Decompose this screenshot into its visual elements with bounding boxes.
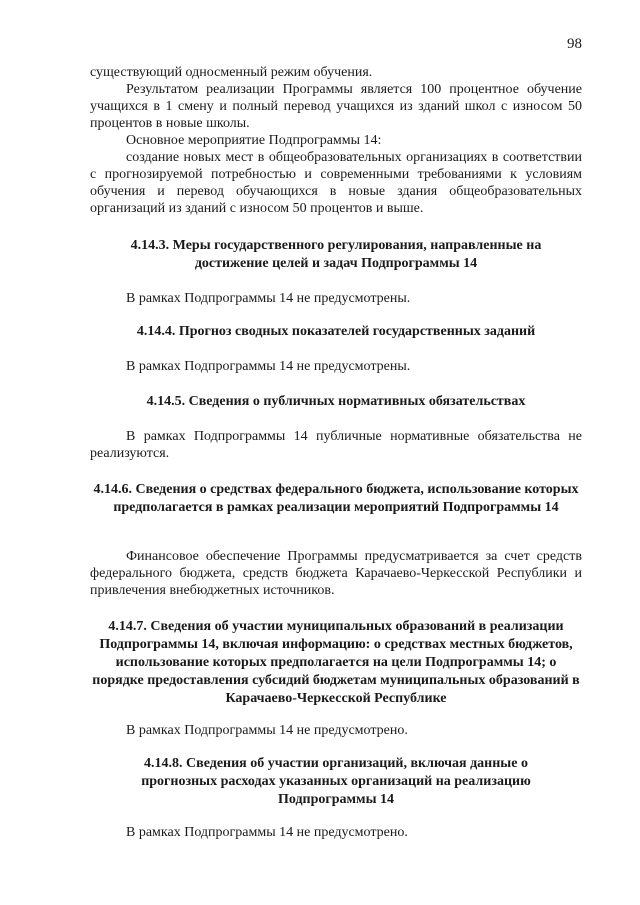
section-heading-4-14-4: 4.14.4. Прогноз сводных показателей государственных заданий [136,324,536,339]
section-heading-4-14-5: 4.14.5. Сведения о публичных нормативных обязательствах [146,394,526,409]
section-heading-4-14-7: 4.14.7. Сведения об участии муниципальных образований в реализации Подпрограммы 14, включая информацию: о средствах местных бюджетов, использование которых предполагается на цели Подпрограммы 14; о порядке предоставления субсидий бюджетам муниципальных образований в Карачаево-Черкесской Республике [92,619,580,706]
section-body-4-14-5: В рамках Подпрограммы 14 публичные нормативные обязательства не реализуются. [90,429,582,461]
intro-paragraph-4: создание новых мест в общеобразовательных организациях в соответствии с прогнозируемой потребностью и современными требованиями к условиям обучения и перевод обучающихся в новые здания общеобразовательных организаций из зданий с износом 50 процентов и выше. [90,150,582,216]
section-body-4-14-6: Финансовое обеспечение Программы предусматривается за счет средств федерального бюджета, средств бюджета Карачаево-Черкесской Республики и привлечения внебюджетных источников. [90,549,582,598]
intro-paragraph-2: Результатом реализации Программы является 100 процентное обучение учащихся в 1 смену и полный перевод учащихся из зданий школ с износом 50 процентов в новые школы. [90,82,582,131]
section-body-4-14-7: В рамках Подпрограммы 14 не предусмотрено. [126,723,408,738]
section-body-4-14-8: В рамках Подпрограммы 14 не предусмотрено. [126,825,408,840]
section-heading-4-14-6: 4.14.6. Сведения о средствах федерального бюджета, использование которых предполагается в рамках реализации мероприятий Подпрограммы 14 [93,482,579,515]
page-number: 98 [567,36,582,52]
intro-paragraph-1: существующий односменный режим обучения. [90,65,373,80]
section-body-4-14-4: В рамках Подпрограммы 14 не предусмотрены. [126,359,411,374]
section-heading-4-14-8: 4.14.8. Сведения об участии организаций, включая данные о прогнозных расходах указанных организаций на реализацию Подпрограммы 14 [141,756,531,807]
section-body-4-14-3: В рамках Подпрограммы 14 не предусмотрены. [126,291,411,306]
section-heading-4-14-3: 4.14.3. Меры государственного регулирования, направленные на достижение целей и задач Подпрограммы 14 [130,238,542,271]
intro-paragraph-3: Основное мероприятие Подпрограммы 14: [126,133,382,148]
